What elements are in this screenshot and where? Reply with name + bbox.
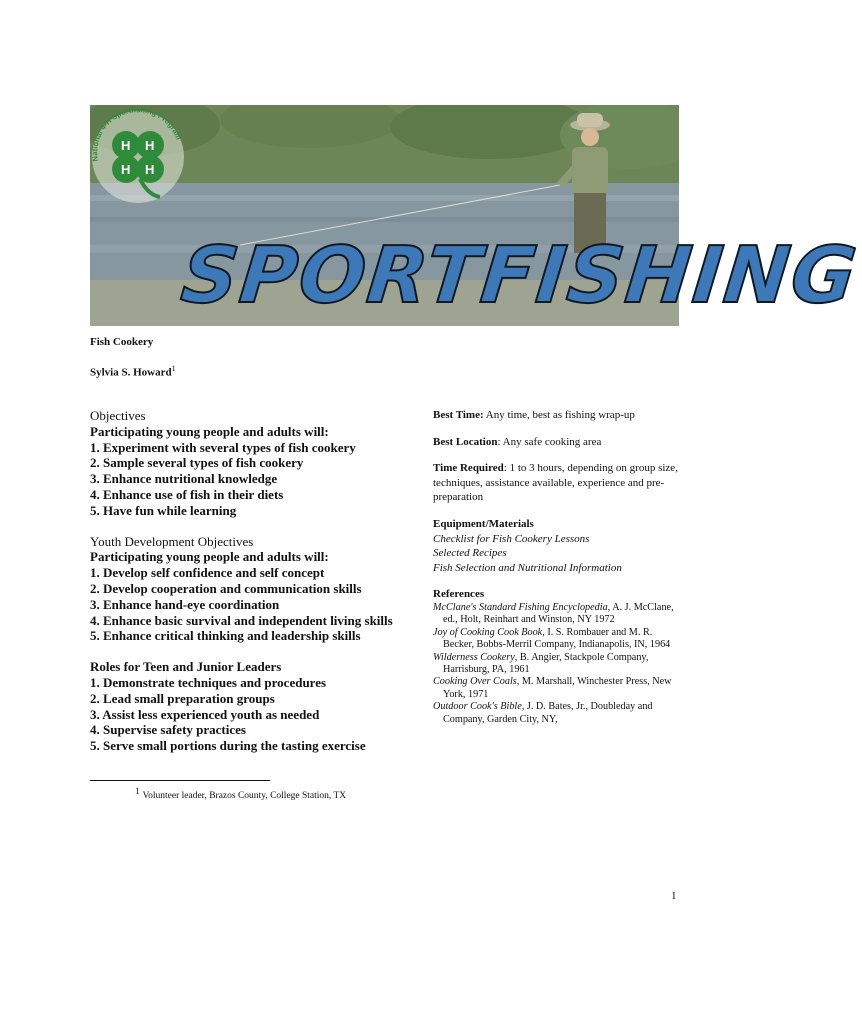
objectives-line: Participating young people and adults will: bbox=[90, 423, 329, 439]
leader-roles-line: 1. Demonstrate techniques and procedures bbox=[90, 674, 327, 690]
reference-title: Joy of Cooking Cook Book, bbox=[433, 626, 545, 638]
youth-objectives-section bbox=[90, 534, 420, 645]
banner-title: SPORTFISHING bbox=[177, 231, 862, 321]
reference-title: Wilderness Cookery bbox=[433, 651, 515, 663]
youth-objectives-title: Youth Development Objectives bbox=[90, 533, 254, 549]
equipment-item: Checklist for Fish Cookery Lessons bbox=[433, 532, 590, 545]
objectives-line: 5. Have fun while learning bbox=[90, 502, 237, 518]
youth-objectives-line: 4. Enhance basic survival and independent living skills bbox=[90, 612, 393, 628]
best-time-label: Best Time: bbox=[433, 409, 484, 421]
leader-roles-line: 5. Serve small portions during the tasting exercise bbox=[90, 738, 366, 754]
equipment-section bbox=[433, 517, 683, 575]
svg-text:National 4-H Sportfishing Prog: National 4-H Sportfishing Program bbox=[90, 105, 184, 162]
youth-objectives-line: 5. Enhance critical thinking and leadership skills bbox=[90, 628, 361, 644]
right-column bbox=[433, 408, 683, 726]
author-footnote-mark: 1 bbox=[171, 364, 176, 373]
leader-roles-line: 4. Supervise safety practices bbox=[90, 722, 246, 738]
leader-roles-section bbox=[90, 659, 420, 754]
footnote-text: Volunteer leader, Brazos County, College Station, TX bbox=[142, 791, 347, 802]
time-required bbox=[433, 461, 683, 505]
reference-details: , M. Marshall, Winchester Press, New York, 1971 bbox=[443, 676, 672, 700]
reference-details: J. D. Bates, Jr., Doubleday and Company, Garden City, NY, bbox=[443, 701, 653, 725]
leader-roles-line: 3. Assist less experienced youth as needed bbox=[90, 706, 320, 722]
footnote-mark: 1 bbox=[135, 786, 140, 796]
references-title: References bbox=[433, 588, 485, 601]
time-required-label: Time Required bbox=[433, 462, 504, 475]
reference-title: Cooking Over Coals bbox=[433, 676, 517, 688]
reference-item bbox=[433, 627, 683, 652]
objectives-section bbox=[90, 408, 420, 519]
sportfishing-banner bbox=[90, 105, 862, 326]
footnote bbox=[135, 786, 346, 801]
doc-title: Fish Cookery bbox=[90, 336, 154, 348]
svg-text:H: H bbox=[145, 138, 155, 153]
objectives-line: 4. Enhance use of fish in their diets bbox=[90, 486, 284, 502]
footnote-rule bbox=[90, 780, 270, 781]
youth-objectives-line: 2. Develop cooperation and communication skills bbox=[90, 580, 362, 596]
time-required-value: : 1 to 3 hours, depending on group size, techniques, assistance available, experience and pre-preparation bbox=[433, 462, 678, 504]
reference-details: , B. Angier, Stackpole Company, Harrisburg, PA, 1961 bbox=[443, 651, 649, 675]
equipment-item: Selected Recipes bbox=[433, 547, 507, 560]
references-section bbox=[433, 587, 683, 726]
equipment-title: Equipment/Materials bbox=[433, 517, 534, 530]
left-column bbox=[90, 408, 420, 769]
equipment-item: Fish Selection and Nutritional Information bbox=[433, 561, 622, 574]
best-time bbox=[433, 408, 683, 423]
reference-item bbox=[433, 701, 683, 726]
page-number: 1 bbox=[671, 890, 677, 902]
best-location bbox=[433, 435, 683, 450]
reference-details: A. J. McClane, ed., Holt, Reinhart and Winston, NY 1972 bbox=[443, 601, 674, 626]
best-location-value: : Any safe cooking area bbox=[497, 435, 602, 448]
objectives-line: 1. Experiment with several types of fish cookery bbox=[90, 439, 356, 455]
reference-title: Outdoor Cook's Bible, bbox=[433, 701, 525, 713]
svg-text:H: H bbox=[145, 162, 155, 177]
svg-text:H: H bbox=[121, 138, 131, 153]
best-time-value: Any time, best as fishing wrap-up bbox=[483, 409, 635, 421]
youth-objectives-line: 3. Enhance hand-eye coordination bbox=[90, 596, 280, 612]
reference-details: I. S. Rombauer and M. R. Becker, Bobbs-Merril Company, Indianapolis, IN, 1964 bbox=[443, 626, 671, 651]
svg-text:H: H bbox=[121, 162, 131, 177]
leader-roles-title: Roles for Teen and Junior Leaders bbox=[90, 659, 282, 675]
reference-title: McClane's Standard Fishing Encyclopedia, bbox=[433, 601, 611, 613]
objectives-title: Objectives bbox=[90, 408, 146, 423]
reference-item bbox=[433, 676, 683, 701]
objectives-line: 2. Sample several types of fish cookery bbox=[90, 455, 304, 471]
leader-roles-line: 2. Lead small preparation groups bbox=[90, 690, 275, 706]
author-name: Sylvia S. Howard bbox=[90, 366, 172, 379]
youth-objectives-line: 1. Develop self confidence and self concept bbox=[90, 565, 325, 581]
doc-author bbox=[90, 364, 176, 379]
youth-objectives-line: Participating young people and adults will: bbox=[90, 549, 329, 565]
best-location-label: Best Location bbox=[433, 435, 498, 448]
reference-item bbox=[433, 602, 683, 627]
objectives-line: 3. Enhance nutritional knowledge bbox=[90, 471, 278, 487]
reference-item bbox=[433, 652, 683, 677]
